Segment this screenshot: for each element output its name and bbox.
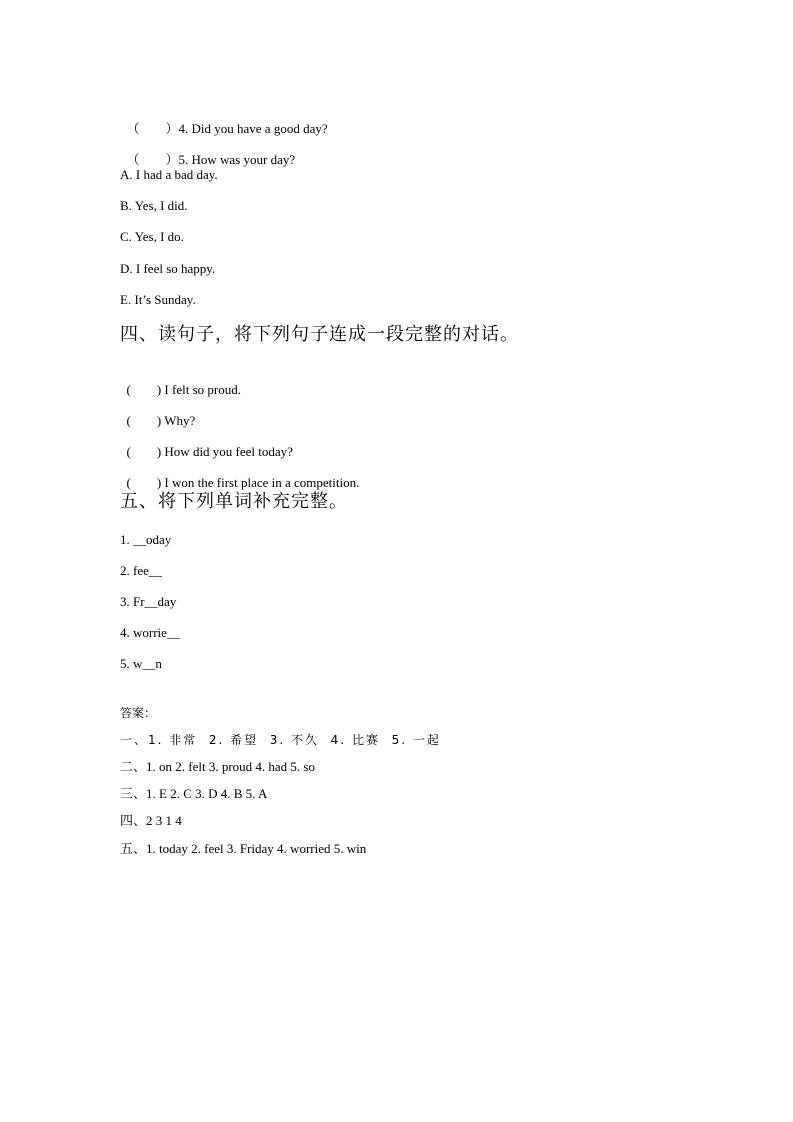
word-item-5: 5. w__n bbox=[120, 656, 162, 671]
answer-paren: ( ) bbox=[126, 475, 162, 490]
dialogue-text: Why? bbox=[164, 413, 196, 428]
answer-line-5: 五、1. today 2. feel 3. Friday 4. worried 5. win bbox=[120, 841, 367, 856]
question-text: 4. Did you have a good day? bbox=[178, 121, 328, 136]
answer-line-3: 三、1. E 2. C 3. D 4. B 5. A bbox=[120, 786, 268, 801]
option-d: D. I feel so happy. bbox=[120, 261, 216, 276]
question-5 bbox=[120, 136, 295, 168]
word-item-4: 4. worrie__ bbox=[120, 625, 180, 640]
word-item-2: 2. fee__ bbox=[120, 563, 162, 578]
answers-title: 答案： bbox=[120, 706, 157, 720]
dialogue-item-2 bbox=[120, 397, 195, 429]
option-b: B. Yes, I did. bbox=[120, 198, 188, 213]
option-a: A. I had a bad day. bbox=[120, 167, 218, 182]
answer-paren: ( ) bbox=[126, 382, 162, 397]
dialogue-item-4 bbox=[120, 459, 359, 491]
question-4 bbox=[120, 105, 328, 137]
answer-paren: ( ) bbox=[126, 413, 162, 428]
answer-line-2: 二、1. on 2. felt 3. proud 4. had 5. so bbox=[120, 759, 315, 774]
word-item-3: 3. Fr__day bbox=[120, 594, 177, 609]
dialogue-item-1 bbox=[120, 366, 241, 398]
dialogue-text: I won the first place in a competition. bbox=[164, 475, 360, 490]
option-e: E. It’s Sunday. bbox=[120, 292, 196, 307]
answer-line-1: 一、1. 非常 2. 希望 3. 不久 4. 比赛 5. 一起 bbox=[120, 733, 441, 747]
answer-paren: ( ) bbox=[126, 444, 162, 459]
dialogue-text: I felt so proud. bbox=[164, 382, 241, 397]
section-5-heading: 五、将下列单词补充完整。 bbox=[120, 491, 348, 512]
section-4-heading: 四、读句子，将下列句子连成一段完整的对话。 bbox=[120, 324, 519, 345]
dialogue-text: How did you feel today? bbox=[164, 444, 293, 459]
answer-paren: （ ） bbox=[126, 152, 179, 167]
option-c: C. Yes, I do. bbox=[120, 229, 184, 244]
answer-paren: （ ） bbox=[126, 121, 179, 136]
dialogue-item-3 bbox=[120, 428, 293, 460]
answer-line-4: 四、2 3 1 4 bbox=[120, 813, 182, 828]
word-item-1: 1. __oday bbox=[120, 532, 172, 547]
question-text: 5. How was your day? bbox=[178, 152, 296, 167]
